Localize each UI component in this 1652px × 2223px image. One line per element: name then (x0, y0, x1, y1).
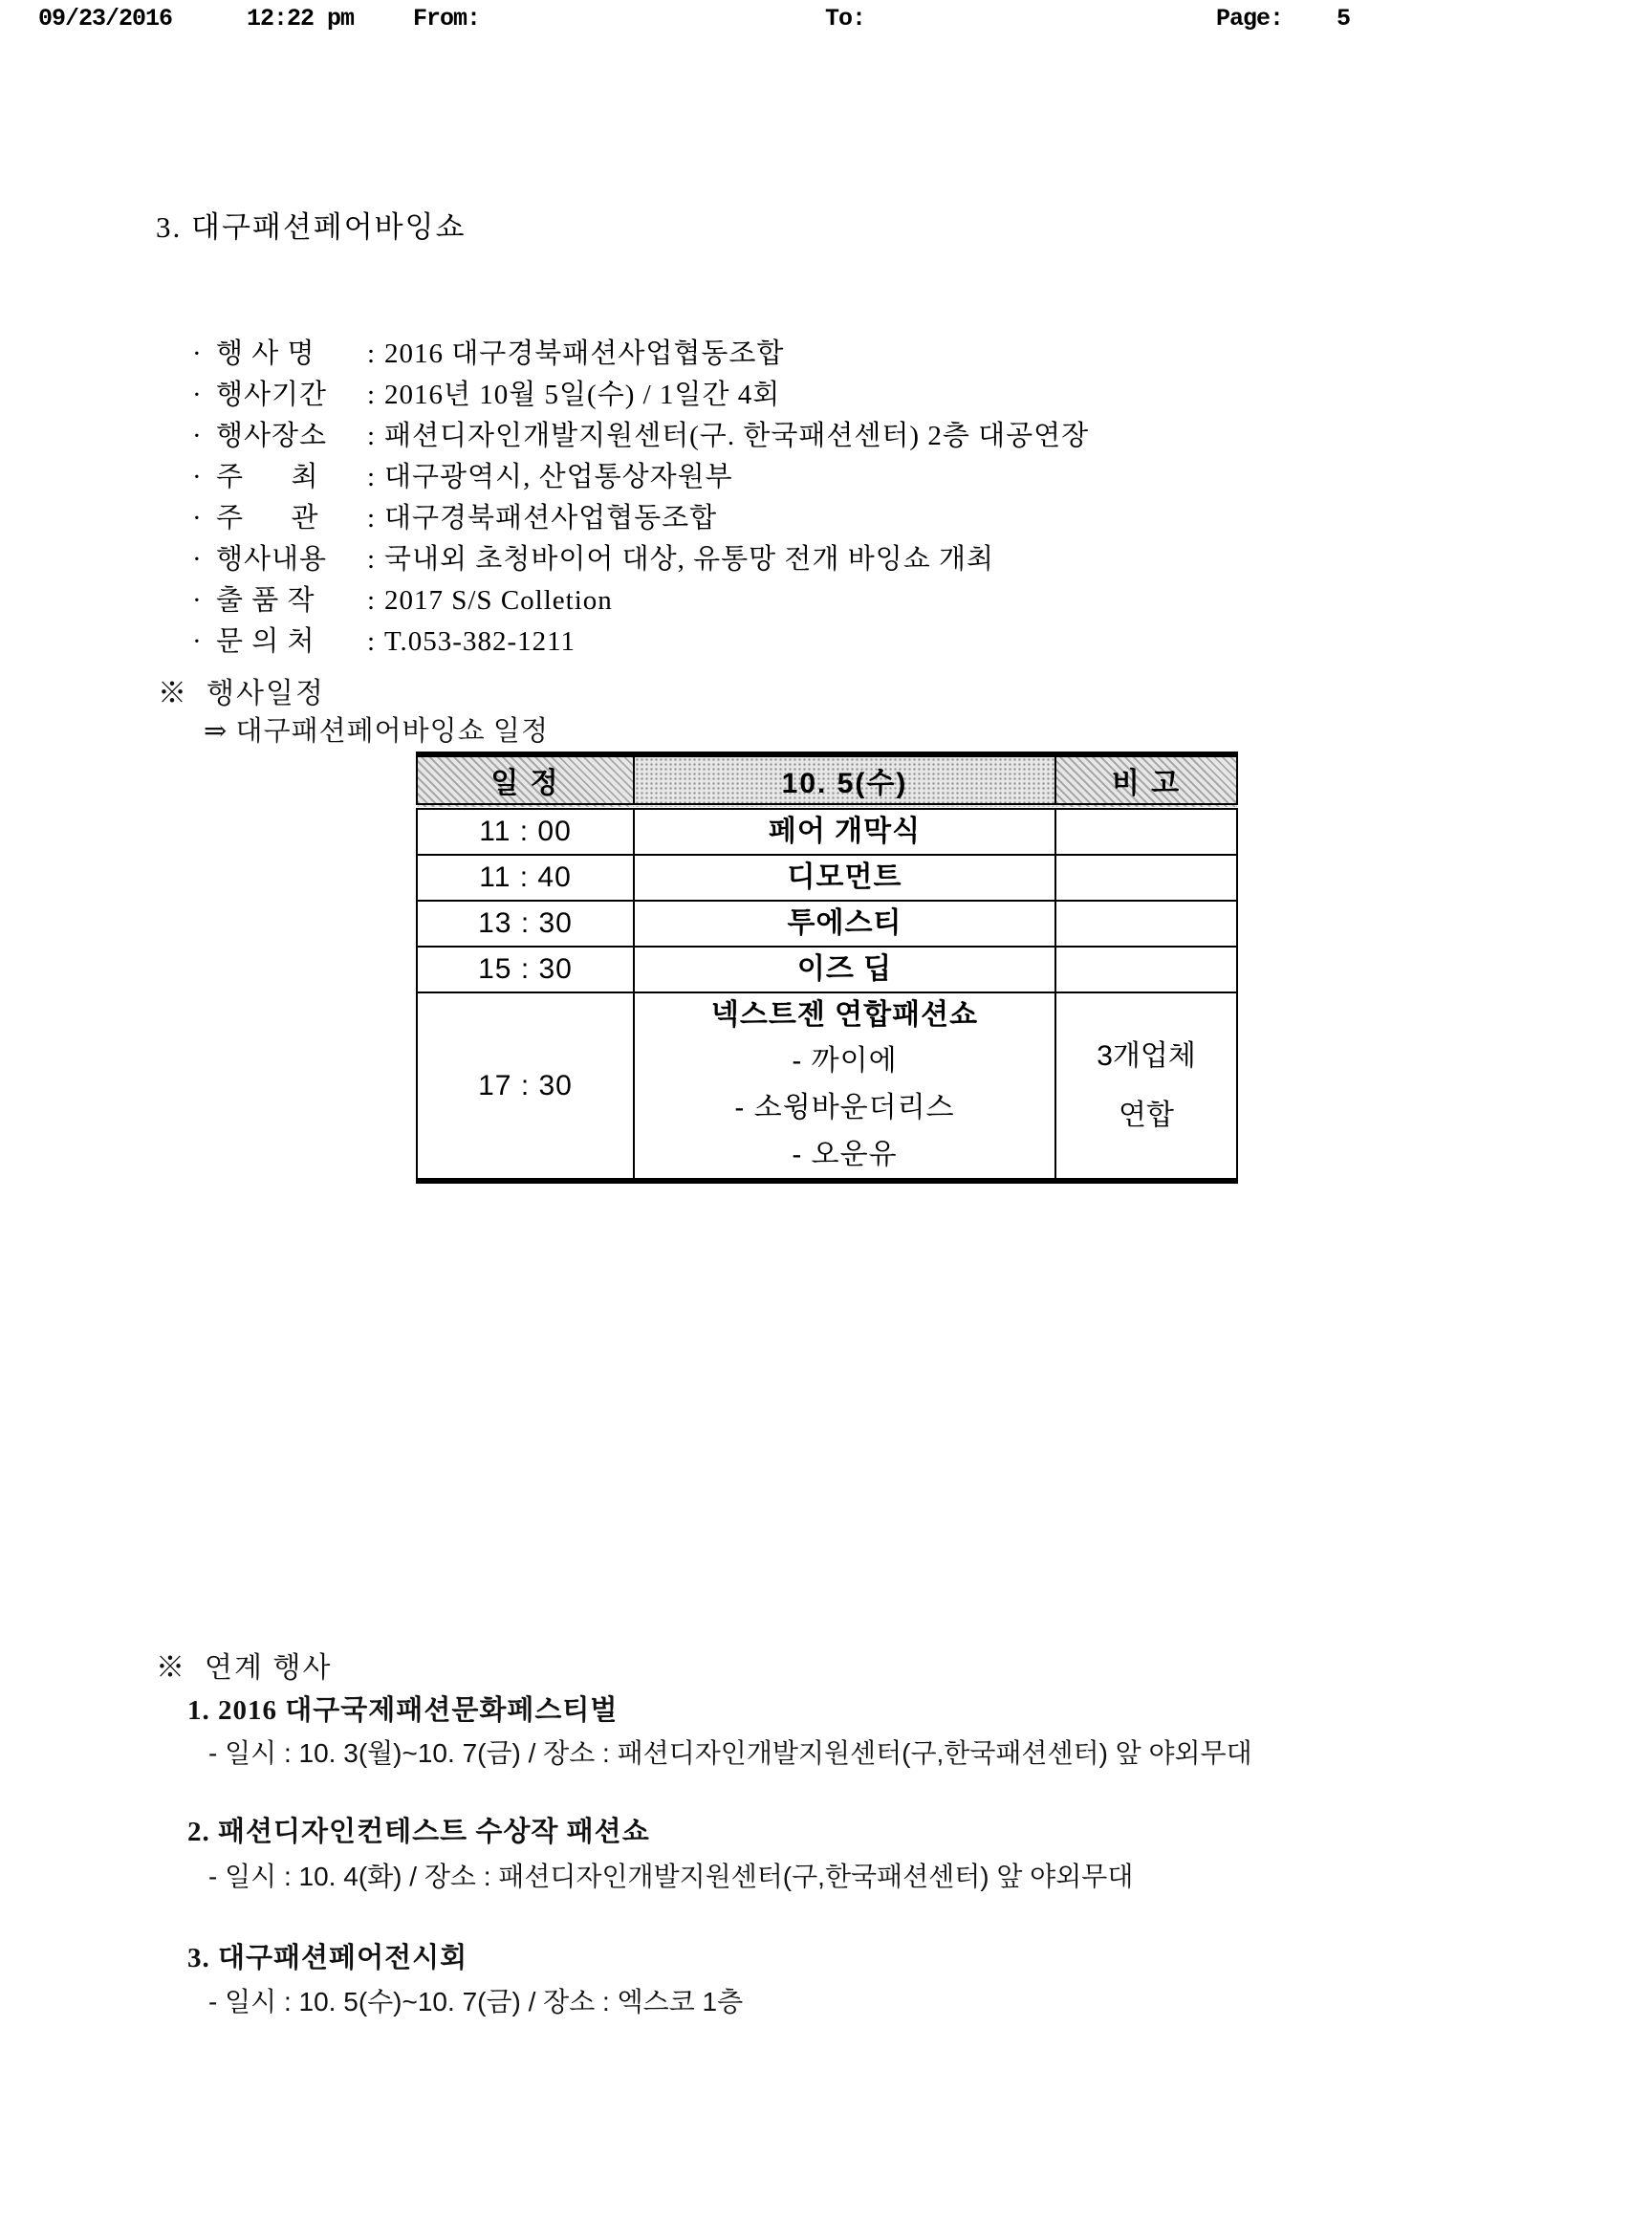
schedule-table-header-row (417, 754, 1237, 807)
bullet-icon: · (192, 503, 202, 534)
linked-event-detail: - 일시 : 10. 4(화) / 장소 : 패션디자인개발지원센터(구,한국패션센터) 앞 야외무대 (208, 1862, 1134, 1891)
detail-label: 문 의 처 (216, 626, 315, 657)
detail-separator: : (367, 338, 376, 369)
detail-separator: : (367, 462, 376, 492)
time-cell: 11 : 00 (417, 807, 634, 856)
linked-event-title: 2. 패션디자인컨테스트 수상작 패션쇼 (187, 1817, 650, 1847)
note-cell (1055, 855, 1237, 901)
fax-date: 09/23/2016 (38, 5, 173, 33)
header-cell-date: 10. 5(수) (634, 754, 1055, 807)
header-cell-time: 일 정 (417, 754, 634, 807)
event-cell: 이즈 딥 (634, 947, 1055, 992)
note-cell: 3개업체 연합 (1055, 992, 1237, 1181)
detail-value: 패션디자인개발지원센터(구. 한국패션센터) 2층 대공연장 (384, 421, 1090, 451)
detail-separator: : (367, 380, 376, 410)
detail-line-event-name (164, 293, 1089, 369)
schedule-table (416, 752, 1238, 1184)
detail-label: 주 최 (216, 462, 319, 492)
bullet-icon: · (192, 544, 202, 575)
time-cell: 13 : 30 (417, 901, 634, 947)
detail-separator: : (367, 421, 376, 451)
bullet-icon: · (192, 380, 202, 410)
detail-value: 2016년 10월 5일(수) / 1일간 4회 (384, 380, 781, 410)
detail-label: 행사기간 (216, 380, 328, 410)
bullet-icon: · (192, 421, 202, 451)
fax-to-label: To: (825, 5, 866, 33)
event-cell: 디모먼트 (634, 855, 1055, 901)
linked-event-detail: - 일시 : 10. 5(수)~10. 7(금) / 장소 : 엑스코 1층 (208, 1987, 744, 2016)
table-row (417, 807, 1237, 856)
detail-label: 주 관 (216, 503, 319, 534)
detail-separator: : (367, 544, 376, 575)
linked-events-heading: ※ 연계 행사 (156, 1652, 333, 1684)
time-cell: 17 : 30 (417, 992, 634, 1181)
header-cell-note: 비 고 (1055, 754, 1237, 807)
schedule-section-subheading: ⇒ 대구패션페어바잉쇼 일정 (204, 716, 549, 747)
linked-event-title: 1. 2016 대구국제패션문화페스티벌 (187, 1695, 619, 1726)
bullet-icon: · (192, 626, 202, 657)
event-details-list (164, 293, 1090, 657)
detail-value: T.053-382-1211 (384, 626, 576, 657)
detail-label: 행 사 명 (216, 338, 315, 369)
event-cell: 넥스트젠 연합패션쇼 - 까이에 - 소윙바운더리스 - 오운유 (634, 992, 1055, 1181)
time-cell: 11 : 40 (417, 855, 634, 901)
detail-separator: : (367, 503, 376, 534)
schedule-section-heading: ※ 행사일정 (158, 678, 325, 709)
time-cell: 15 : 30 (417, 947, 634, 992)
linked-event-title: 3. 대구패션페어전시회 (187, 1943, 468, 1973)
detail-value: 국내외 초청바이어 대상, 유통망 전개 바잉쇼 개최 (384, 544, 995, 575)
linked-event-detail: - 일시 : 10. 3(월)~10. 7(금) / 장소 : 패션디자인개발지원센터(구,한국패션센터) 앞 야외무대 (208, 1738, 1252, 1768)
fax-from-label: From: (413, 5, 481, 33)
table-row (417, 947, 1237, 992)
bullet-icon: · (192, 338, 202, 369)
bullet-icon: · (192, 585, 202, 616)
detail-separator: : (367, 585, 376, 616)
detail-separator: : (367, 626, 376, 657)
page-title: 3. 대구패션페어바잉쇼 (156, 210, 467, 244)
detail-label: 행사장소 (216, 421, 328, 451)
fax-header (0, 0, 1652, 33)
detail-label: 출 품 작 (216, 585, 315, 616)
detail-value: 2017 S/S Colletion (384, 585, 613, 616)
event-cell: 페어 개막식 (634, 807, 1055, 856)
event-cell: 투에스티 (634, 901, 1055, 947)
note-cell (1055, 901, 1237, 947)
table-row (417, 901, 1237, 947)
fax-page-label: Page: (1216, 5, 1284, 33)
detail-label: 행사내용 (216, 544, 328, 575)
bullet-icon: · (192, 462, 202, 492)
note-cell (1055, 947, 1237, 992)
detail-value: 2016 대구경북패션사업협동조합 (384, 338, 785, 369)
note-cell (1055, 807, 1237, 856)
detail-value: 대구경북패션사업협동조합 (384, 503, 718, 534)
detail-value: 대구광역시, 산업통상자원부 (384, 462, 733, 492)
fax-time: 12:22 pm (247, 5, 355, 33)
table-row (417, 855, 1237, 901)
table-row (417, 992, 1237, 1181)
fax-page-number: 5 (1337, 5, 1351, 33)
